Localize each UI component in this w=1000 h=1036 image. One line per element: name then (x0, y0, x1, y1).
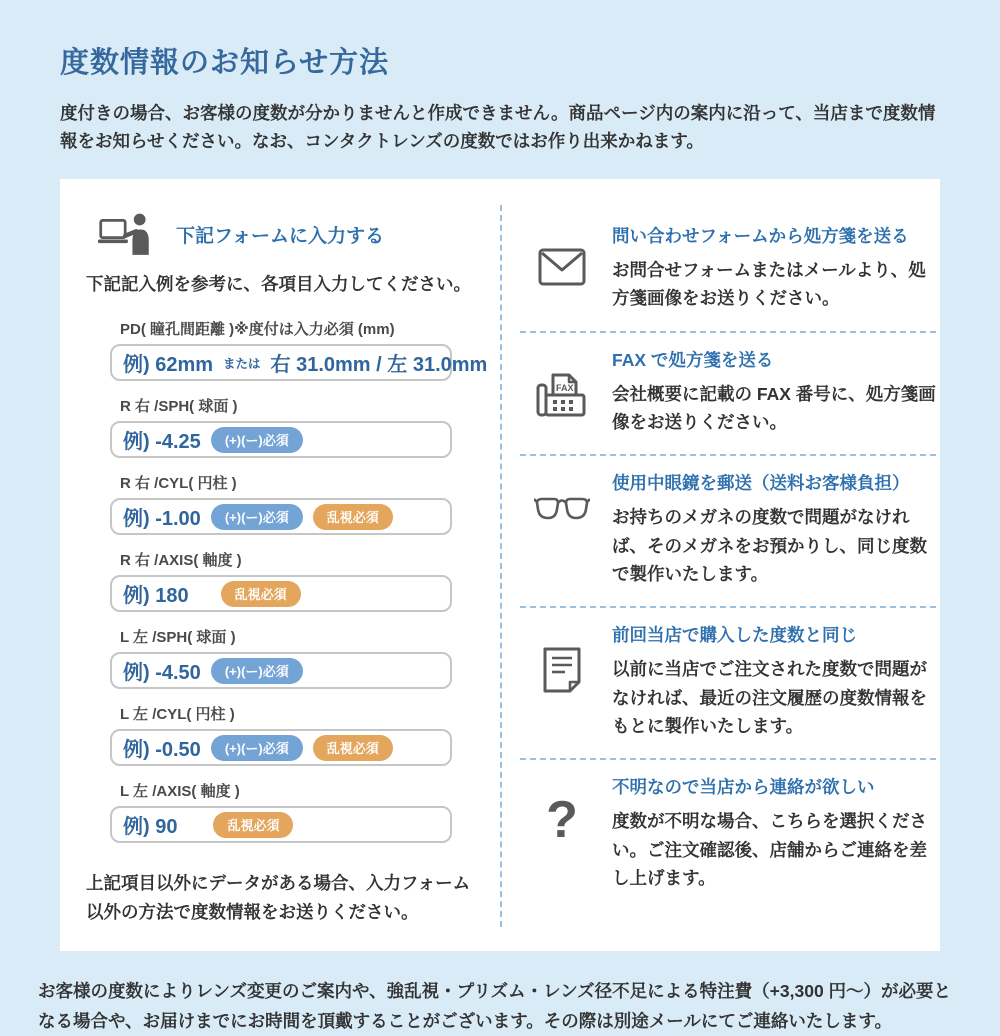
astigmatism-required-badge: 乱視必須 (313, 504, 393, 530)
field-example-box (110, 806, 452, 843)
field-example-text: 例) -1.00 (123, 508, 201, 530)
field-label: L 左 /SPH( 球面 ) (120, 629, 236, 646)
method-mail-glasses (520, 456, 936, 608)
astigmatism-required-badge: 乱視必須 (313, 735, 393, 761)
plus-minus-required-badge: (+)(ー)必須 (211, 658, 303, 684)
method-fax (520, 333, 936, 457)
field-example-text: 例) 62mm (123, 354, 214, 376)
method-body: 以前に当店でご注文された度数で問題がなければ、最近の注文履歴の度数情報をもとに製作いたします。 (612, 659, 927, 737)
astigmatism-required-badge: 乱視必須 (213, 812, 293, 838)
method-body: お持ちのメガネの度数で問題がなければ、そのメガネをお預かりし、同じ度数で製作いたします。 (612, 507, 927, 585)
field-label: R 右 /CYL( 円柱 ) (120, 475, 237, 492)
field-example-box (110, 729, 452, 766)
form-note: 上記項目以外にデータがある場合、入力フォーム以外の方法で度数情報をお送りください。 (86, 873, 471, 922)
field-example-box (110, 575, 452, 612)
field-example-box (110, 498, 452, 535)
plus-minus-required-badge: (+)(ー)必須 (211, 735, 303, 761)
field-example-or: または (223, 356, 261, 371)
astigmatism-required-badge: 乱視必須 (221, 581, 301, 607)
field-pd (110, 318, 488, 381)
method-title: 使用中眼鏡を郵送（送料お客様負担） (612, 473, 910, 494)
methods-section (500, 205, 940, 927)
field-label: R 右 /SPH( 球面 ) (120, 398, 238, 415)
method-title: 前回当店で購入した度数と同じ (612, 625, 857, 646)
method-body: 会社概要に記載の FAX 番号に、処方箋画像をお送りください。 (612, 383, 936, 433)
field-label: PD( 瞳孔間距離 )※度付は入力必須 (mm) (120, 321, 395, 338)
form-instruction: 下記記入例を参考に、各項目入力してください。 (86, 274, 471, 294)
form-section-title: 下記フォームに入力する (176, 225, 385, 247)
method-contact-form (520, 209, 936, 333)
plus-minus-required-badge: (+)(ー)必須 (211, 427, 303, 453)
field-r-cyl (110, 472, 484, 535)
field-example-text2: 右 31.0mm / 左 31.0mm (270, 354, 488, 376)
intro-text: 度付きの場合、お客様の度数が分かりませんと作成できません。商品ページ内の案内に沿って、当店まで度数情報をお知らせください。なお、コンタクトレンズの度数ではお作り出来かねます。 (60, 103, 936, 151)
fax-icon (524, 345, 600, 437)
page-title: 度数情報のお知らせ方法 (60, 47, 390, 79)
field-label: R 右 /AXIS( 軸度 ) (120, 552, 242, 569)
field-example-text: 例) 90 (123, 816, 178, 838)
method-body: 度数が不明な場合、こちらを選択ください。ご注文確認後、店舗からご連絡を差し上げます。 (612, 811, 927, 889)
envelope-icon (524, 221, 600, 313)
method-previous-order (520, 608, 936, 760)
field-example-text: 例) -4.25 (123, 431, 201, 453)
field-example-text: 例) 180 (123, 585, 189, 607)
field-r-axis (110, 549, 484, 612)
field-example-text: 例) -0.50 (123, 739, 201, 761)
field-l-sph (110, 626, 484, 689)
field-label: L 左 /CYL( 円柱 ) (120, 706, 235, 723)
method-unknown-contact-me (520, 760, 936, 910)
form-section-header (84, 211, 484, 257)
document-icon (524, 620, 600, 740)
field-l-axis (110, 780, 484, 843)
svg-text:FAX: FAX (556, 382, 574, 393)
method-title: 不明なので当店から連絡が欲しい (612, 777, 875, 798)
form-section (60, 205, 500, 927)
plus-minus-required-badge: (+)(ー)必須 (211, 504, 303, 530)
method-title: FAX で処方箋を送る (612, 349, 774, 370)
glasses-icon (524, 468, 600, 588)
presenter-laptop-icon (98, 211, 156, 257)
method-body: お問合せフォームまたはメールより、処方箋画像をお送りください。 (612, 260, 926, 309)
footer-note: お客様の度数によりレンズ変更のご案内や、強乱視・プリズム・レンズ径不足による特注費（+3,300 円〜）が必要となる場合や、お届けまでにお時間を頂戴することがございます。その際は別途メールにてご連絡いたします。 (38, 980, 952, 1031)
field-label: L 左 /AXIS( 軸度 ) (120, 783, 240, 800)
field-example-box (110, 652, 452, 689)
field-example-box (110, 344, 488, 381)
field-l-cyl (110, 703, 484, 766)
field-example-box (110, 421, 452, 458)
question-icon: ? (546, 791, 578, 850)
field-r-sph (110, 395, 484, 458)
info-card (60, 179, 940, 951)
method-title: 問い合わせフォームから処方箋を送る (612, 226, 909, 246)
form-fields (84, 318, 488, 843)
field-example-text: 例) -4.50 (123, 662, 201, 684)
